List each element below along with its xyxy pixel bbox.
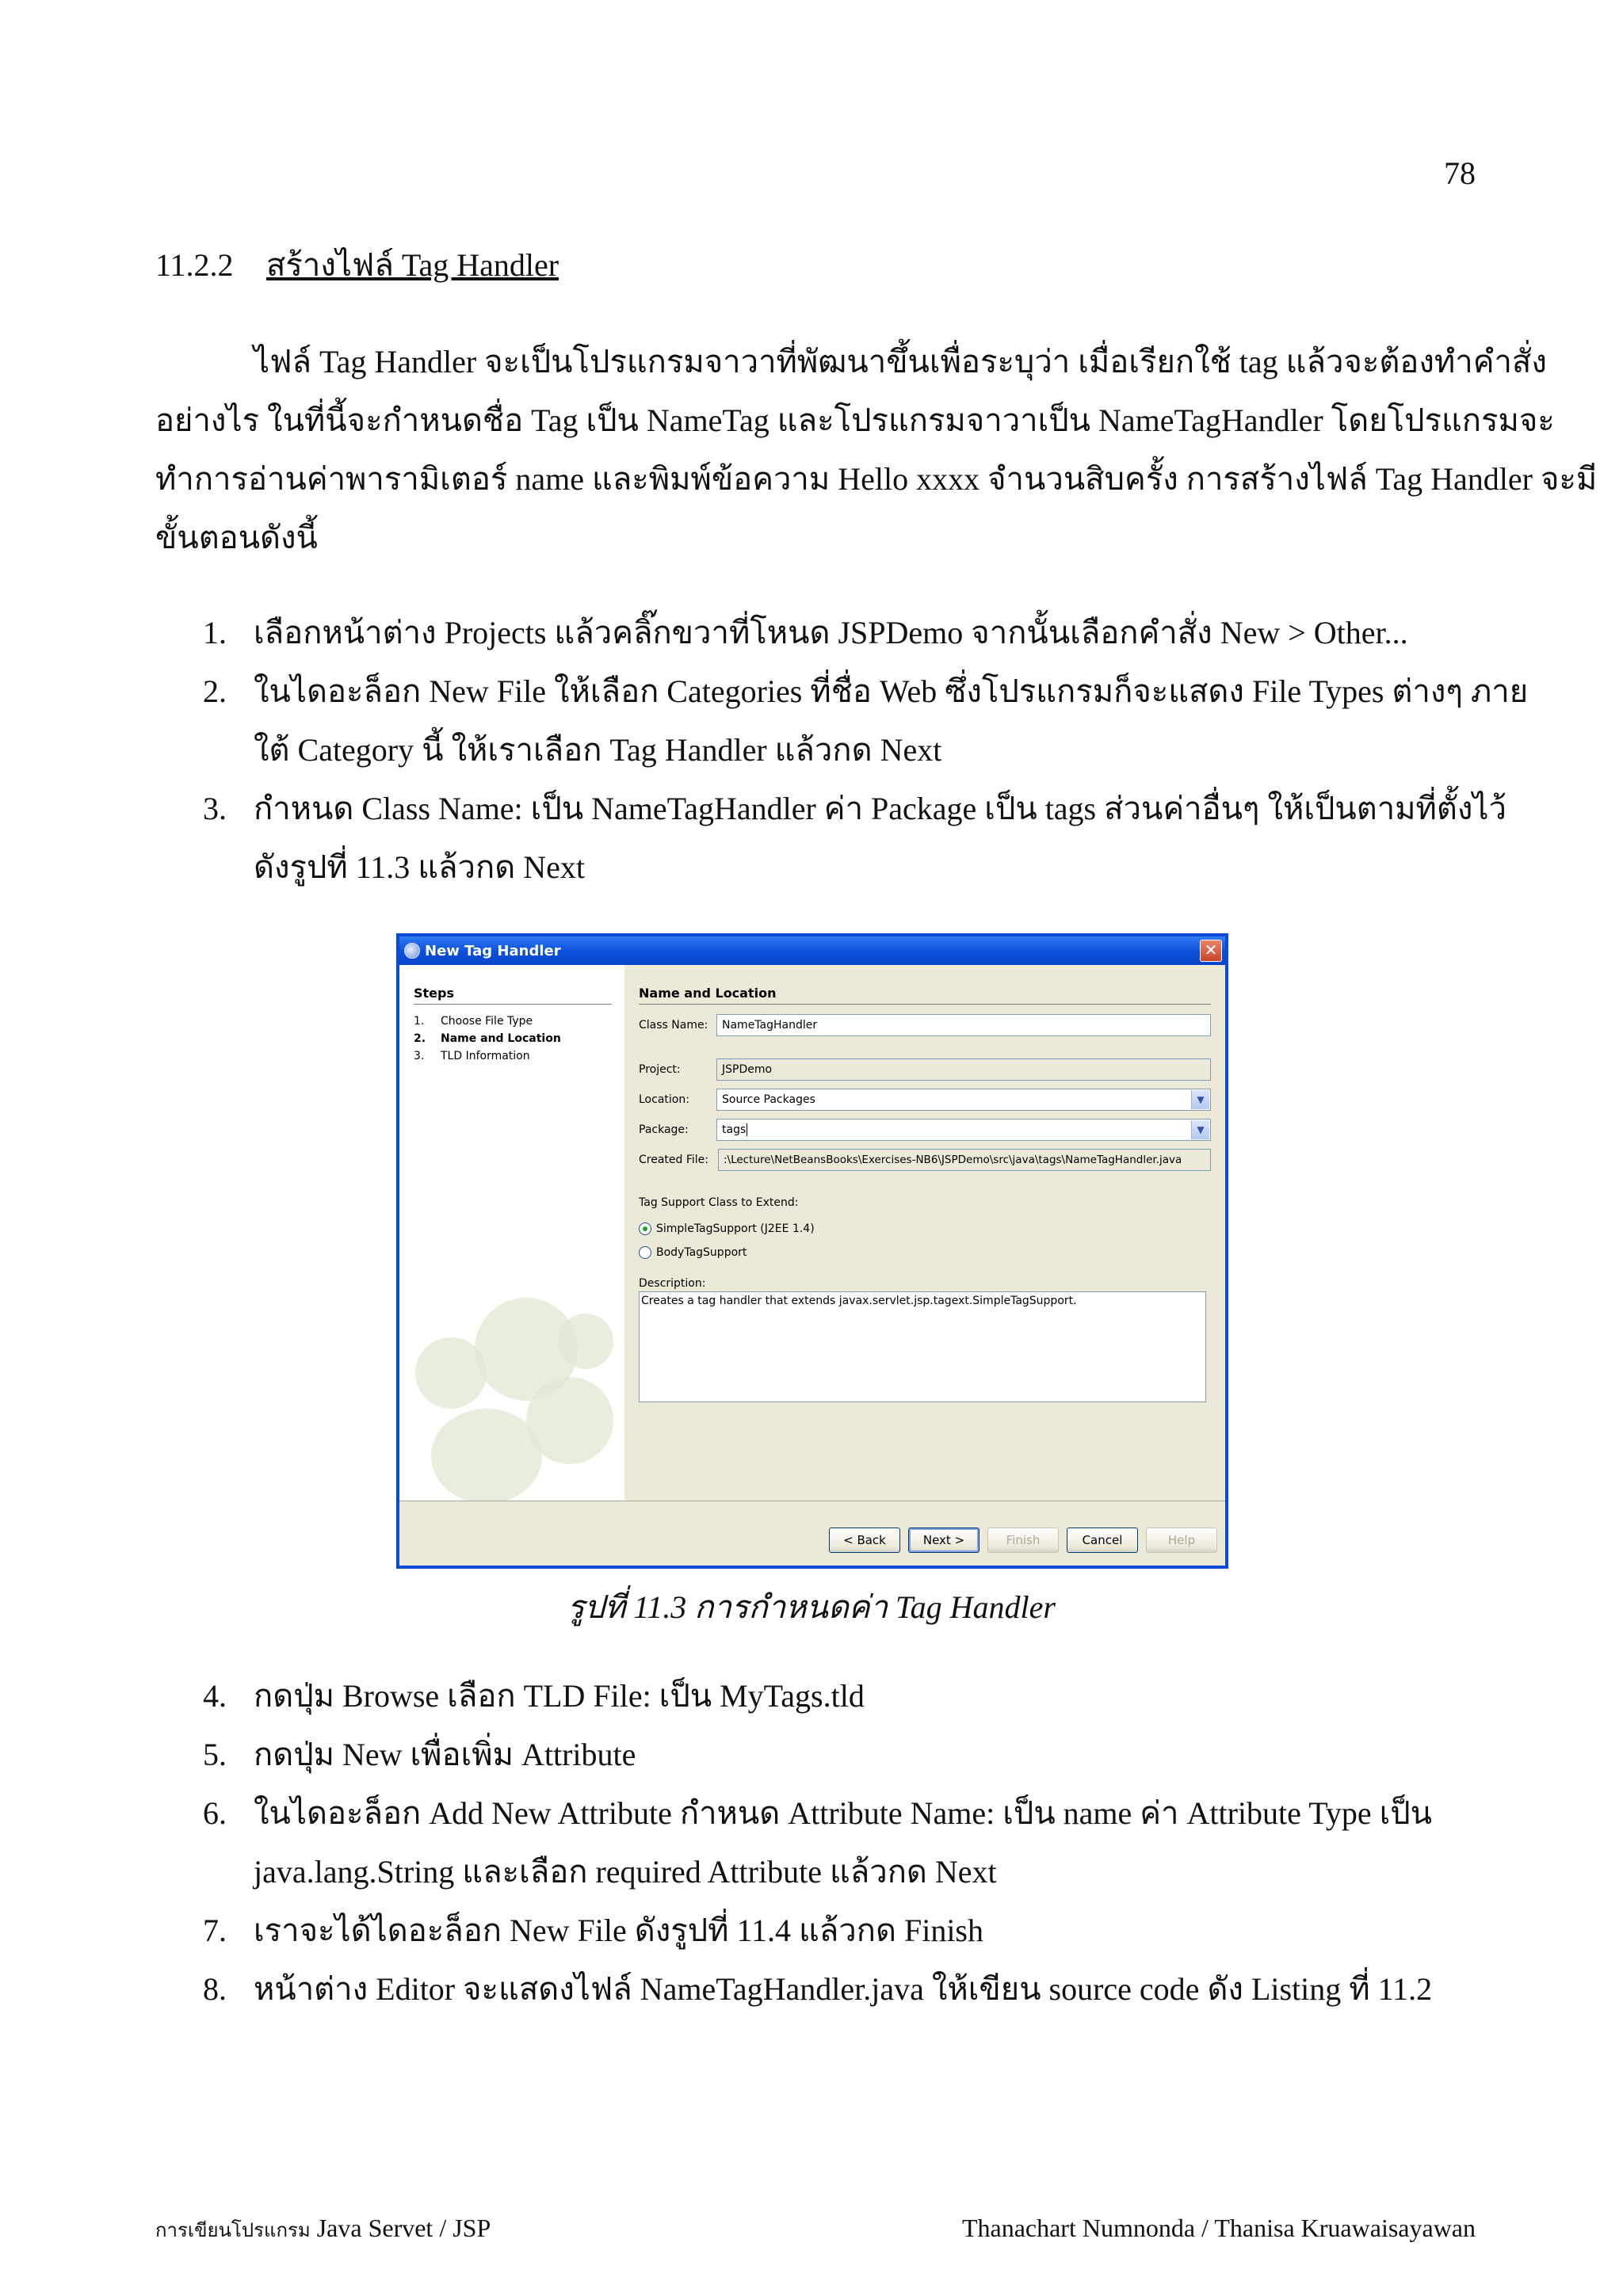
step-text: ในไดอะล็อก Add New Attribute กำหนด Attribute Name: เป็น name ค่า Attribute Type เป็น — [254, 1795, 1432, 1831]
package-select[interactable] — [716, 1119, 1211, 1141]
wizard-step — [414, 1047, 612, 1065]
package-label: Package: — [639, 1123, 689, 1136]
list-item — [203, 1960, 1487, 2019]
list-item — [203, 604, 1487, 662]
main-heading: Name and Location — [639, 986, 1211, 1005]
description-label: Description: — [639, 1277, 706, 1290]
step-number: 3. — [203, 791, 227, 826]
wizard-step-number: 1. — [414, 1015, 425, 1028]
intro-line: ไฟล์ Tag Handler จะเป็นโปรแกรมจาวาที่พัฒนาขึ้นเพื่อระบุว่า เมื่อเรียกใช้ tag แล้วจะต้องทำคำสั่ง — [254, 344, 1547, 379]
button-bar — [829, 1527, 1217, 1553]
step-number: 5. — [203, 1737, 227, 1772]
wizard-step-label: Choose File Type — [441, 1015, 533, 1028]
list-item — [203, 1901, 1487, 1960]
project-field: JSPDemo — [716, 1058, 1211, 1081]
package-value: tags — [722, 1123, 747, 1136]
radio-unselected-icon — [639, 1246, 651, 1259]
class-name-input[interactable]: NameTagHandler — [716, 1014, 1211, 1036]
wizard-step — [414, 1013, 612, 1030]
chevron-down-icon[interactable]: ▼ — [1191, 1090, 1209, 1109]
wizard-step-number: 2. — [414, 1032, 426, 1045]
package-row — [639, 1119, 1211, 1142]
step-text: เราจะได้ไดอะล็อก New File ดังรูปที่ 11.4 แล้วกด Finish — [254, 1913, 983, 1948]
step-text: ใต้ Category นี้ ให้เราเลือก Tag Handler แล้วกด Next — [254, 732, 942, 768]
page-number: 78 — [1444, 155, 1476, 191]
footer-left — [155, 2214, 491, 2245]
description-textarea[interactable]: Creates a tag handler that extends javax.servlet.jsp.tagext.SimpleTagSupport. — [639, 1291, 1206, 1402]
next-button[interactable]: Next > — [908, 1527, 980, 1553]
list-item — [203, 662, 1529, 780]
step-number: 7. — [203, 1913, 227, 1948]
intro-paragraph — [155, 333, 1598, 567]
new-tag-handler-dialog — [396, 933, 1228, 1569]
close-icon: ✕ — [1204, 940, 1218, 959]
main-pane — [624, 965, 1225, 1501]
step-text: หน้าต่าง Editor จะแสดงไฟล์ NameTagHandler.java ให้เขียน source code ดัง Listing ที่ 11.2 — [254, 1971, 1433, 2007]
step-number: 2. — [203, 673, 227, 709]
decorative-bubble — [431, 1409, 542, 1501]
step-number: 4. — [203, 1678, 227, 1714]
step-text: กดปุ่ม Browse เลือก TLD File: เป็น MyTags.tld — [254, 1678, 865, 1714]
section-number: 11.2.2 — [155, 247, 234, 283]
location-select[interactable] — [716, 1089, 1211, 1111]
step-text: กดปุ่ม New เพื่อเพิ่ม Attribute — [254, 1737, 636, 1772]
location-label: Location: — [639, 1093, 689, 1106]
footer-left-main: Java Servet / JSP — [316, 2214, 491, 2242]
location-value: Source Packages — [722, 1093, 815, 1106]
support-class-label: Tag Support Class to Extend: — [639, 1196, 799, 1209]
steps-pane — [399, 965, 624, 1501]
intro-line: อย่างไร ในที่นี้จะกำหนดชื่อ Tag เป็น NameTag และโปรแกรมจาวาเป็น NameTagHandler โดยโปรแกรมจะ — [155, 402, 1555, 438]
body-tag-support-label: BodyTagSupport — [656, 1246, 747, 1259]
class-name-row — [639, 1014, 1211, 1038]
project-row — [639, 1058, 1211, 1082]
wizard-step-number: 3. — [414, 1050, 425, 1062]
wizard-step-label: Name and Location — [441, 1032, 561, 1045]
simple-tag-support-radio[interactable] — [639, 1217, 1211, 1241]
list-item — [203, 1784, 1487, 1901]
list-item — [203, 780, 1507, 897]
created-file-label: Created File: — [639, 1154, 708, 1166]
figure-caption: รูปที่ 11.3 การกำหนดค่า Tag Handler — [567, 1589, 1056, 1625]
footer-right: Thanachart Numnonda / Thanisa Kruawaisayawan — [961, 2214, 1476, 2242]
body-tag-support-radio[interactable] — [639, 1241, 1211, 1264]
location-row — [639, 1089, 1211, 1112]
dialog-titlebar[interactable] — [399, 936, 1225, 965]
section-title: สร้างไฟล์ Tag Handler — [266, 247, 559, 283]
simple-tag-support-label: SimpleTagSupport (J2EE 1.4) — [656, 1222, 815, 1235]
steps-list-after — [203, 1667, 1487, 2019]
section-heading — [155, 239, 559, 290]
close-button[interactable] — [1200, 940, 1222, 962]
list-item — [203, 1667, 1487, 1726]
list-item — [203, 1726, 1487, 1784]
chevron-down-icon[interactable]: ▼ — [1191, 1120, 1209, 1139]
step-number: 1. — [203, 615, 227, 650]
step-text: เลือกหน้าต่าง Projects แล้วคลิ๊กขวาที่โหนด JSPDemo จากนั้นเลือกคำสั่ง New > Other... — [254, 615, 1408, 650]
back-button[interactable]: < Back — [829, 1527, 900, 1553]
decorative-bubble — [558, 1314, 613, 1369]
footer-left-prefix: การเขียนโปรแกรม — [155, 2221, 311, 2241]
netbeans-cube-icon — [404, 943, 420, 959]
finish-button[interactable]: Finish — [987, 1527, 1059, 1553]
created-file-row — [639, 1149, 1211, 1173]
wizard-step-label: TLD Information — [441, 1050, 530, 1062]
intro-line: ขั้นตอนดังนี้ — [155, 520, 318, 555]
step-text: ดังรูปที่ 11.3 แล้วกด Next — [254, 849, 585, 885]
radio-selected-icon — [639, 1222, 651, 1235]
steps-heading: Steps — [414, 986, 612, 1005]
step-text: java.lang.String และเลือก required Attribute แล้วกด Next — [254, 1854, 997, 1890]
intro-line: ทำการอ่านค่าพารามิเตอร์ name และพิมพ์ข้อความ Hello xxxx จำนวนสิบครั้ง การสร้างไฟล์ Tag Handler จะมี — [155, 461, 1598, 497]
step-text: ในไดอะล็อก New File ให้เลือก Categories ที่ชื่อ Web ซึ่งโปรแกรมก็จะแสดง File Types ต่างๆ ภาย — [254, 673, 1529, 709]
help-button[interactable]: Help — [1146, 1527, 1217, 1553]
step-number: 6. — [203, 1795, 227, 1831]
step-text: กำหนด Class Name: เป็น NameTagHandler ค่า Package เป็น tags ส่วนค่าอื่นๆ ให้เป็นตามที่ตั้งไว้ — [254, 791, 1507, 826]
class-name-label: Class Name: — [639, 1019, 708, 1032]
wizard-step-current — [414, 1030, 612, 1047]
cancel-button[interactable]: Cancel — [1067, 1527, 1138, 1553]
dialog-title: New Tag Handler — [425, 942, 561, 959]
project-label: Project: — [639, 1063, 681, 1076]
steps-list-before — [203, 604, 1529, 897]
dialog-client — [399, 965, 1225, 1566]
step-number: 8. — [203, 1971, 227, 2007]
created-file-field: :\Lecture\NetBeansBooks\Exercises-NB6\JSPDemo\src\java\tags\NameTagHandler.java — [718, 1149, 1211, 1171]
